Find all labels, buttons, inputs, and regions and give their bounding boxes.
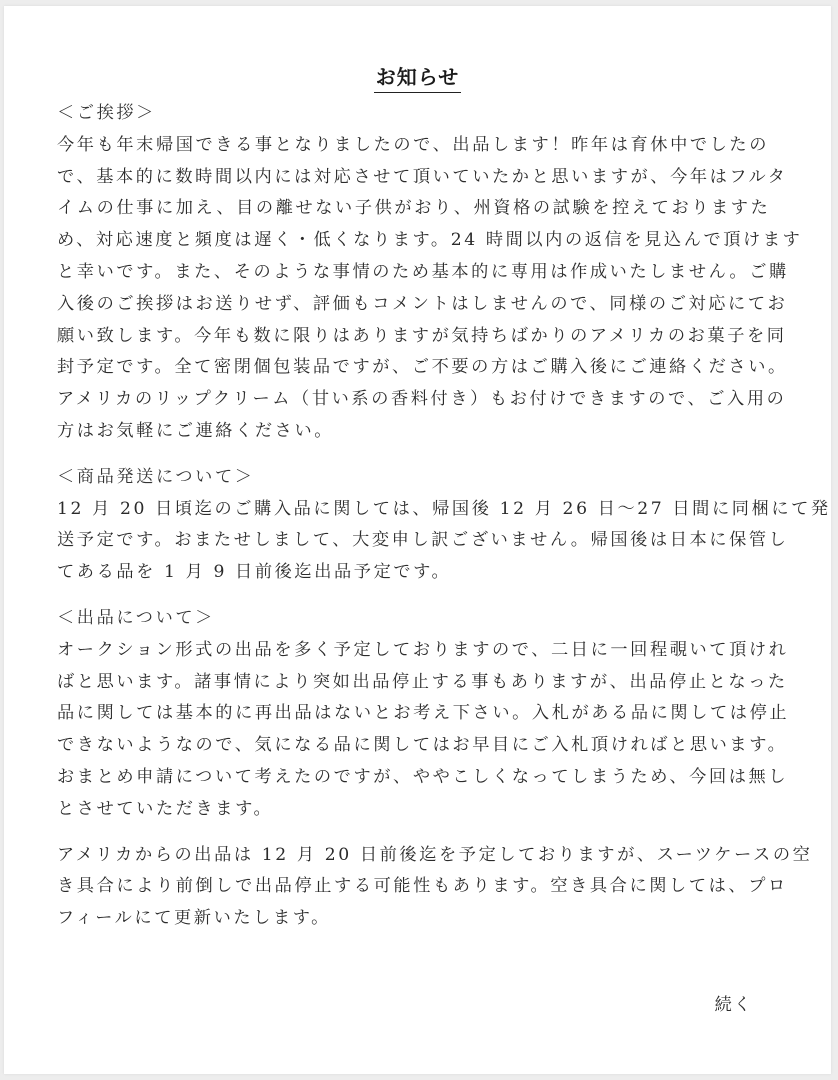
paragraph-line: め、対応速度と頻度は遅く・低くなります。24 時間以内の返信を見込んで頂けます	[57, 230, 803, 251]
paragraph-line: 今年も年末帰国できる事となりましたので、出品します！昨年は育休中でしたの	[57, 134, 770, 155]
paragraph-line: できないようなので、気になる品に関してはお早目にご入札頂ければと思います。	[57, 735, 788, 756]
section-heading-shipping: ＜商品発送について＞	[57, 466, 255, 487]
paragraph-line: おまとめ申請について考えたのですが、ややこしくなってしまうため、今回は無し	[57, 766, 789, 787]
paragraph-line: イムの仕事に加え、目の離せない子供がおり、州資格の試験を控えておりますた	[57, 198, 771, 219]
paragraph-line: 願い致します。今年も数に限りはありますが気持ちばかりのアメリカのお菓子を同	[57, 325, 787, 346]
paragraph-line: アメリカからの出品は 12 月 20 日前後迄を予定しておりますが、スーツケースの空	[57, 844, 813, 865]
section-gap	[57, 448, 789, 462]
page-title: お知らせ	[374, 64, 461, 93]
paragraph-line: てある品を 1 月 9 日前後迄出品予定です。	[57, 562, 452, 583]
continued-label: 続く	[714, 995, 753, 1015]
paragraph-line: 品に関しては基本的に再出品はないとお考え下さい。入札がある品に関しては停止	[57, 703, 790, 724]
paragraph-line: オークション形式の出品を多く予定しておりますので、二日に一回程覗いて頂けれ	[57, 639, 789, 660]
document-body	[57, 98, 831, 935]
paragraph-line: 12 月 20 日頃迄のご購入品に関しては、帰国後 12 月 26 日～27 日間に同梱にて発	[57, 498, 831, 519]
paragraph-line: アメリカのリップクリーム（甘い系の香料付き）もお付けできますので、ご入用の	[57, 389, 787, 410]
section-heading-greeting: ＜ご挨拶＞	[57, 103, 156, 123]
paragraph-line: で、基本的に数時間以内には対応させて頂いていたかと思いますが、今年はフルタ	[57, 166, 788, 187]
paragraph-line: 送予定です。おまたせしまして、大変申し訳ございません。帰国後は日本に保管し	[57, 530, 789, 551]
document-page	[4, 6, 831, 1074]
paragraph-line: き具合により前倒しで出品停止する可能性もあります。空き具合に関しては、プロ	[57, 876, 788, 897]
paragraph-line: ばと思います。諸事情により突如出品停止する事もありますが、出品停止となった	[57, 671, 788, 692]
paragraph-line: 入後のご挨拶はお送りせず、評価もコメントはしませんので、同様のご対応にてお	[57, 293, 788, 314]
section-gap	[57, 589, 789, 603]
paragraph-line: 方はお気軽にご連絡ください。	[57, 420, 335, 441]
paragraph-line: と幸いです。また、そのような事情のため基本的に専用は作成いたしません。ご購	[57, 261, 789, 282]
paragraph-line: とさせていただきます。	[57, 798, 274, 819]
paragraph-line: 封予定です。全て密閉個包装品ですが、ご不要の方はご購入後にご連絡ください。	[57, 357, 788, 378]
paragraph-line: フィールにて更新いたします。	[57, 908, 331, 929]
section-gap	[57, 826, 789, 840]
section-heading-listings: ＜出品について＞	[57, 607, 215, 628]
title-wrap	[4, 64, 831, 93]
